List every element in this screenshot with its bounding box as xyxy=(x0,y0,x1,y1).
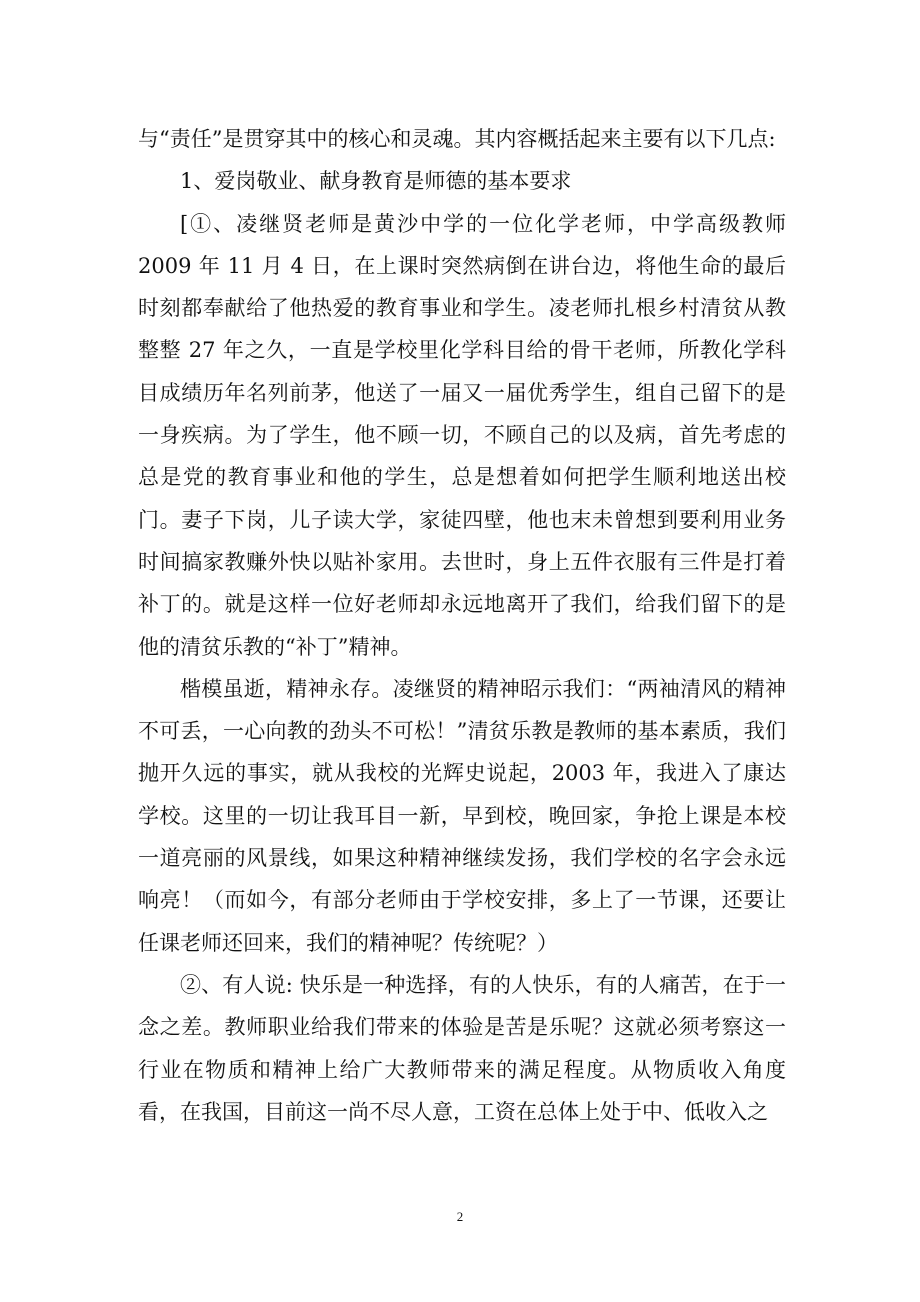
page-number: 2 xyxy=(456,1209,464,1224)
document-body xyxy=(138,118,786,1133)
paragraph-role-model: 楷模虽逝，精神永存。凌继贤的精神昭示我们：“两袖清风的精神不可丢，一心向教的劲头不可松！”清贫乐教是教师的基本素质，我们抛开久远的事实，就从我校的光辉史说起，2003 年，我进入了康达学校。这里的一切让我耳目一新，早到校，晚回家，争抢上课是本校一道亮丽的风景线，如果这种精神继续发扬，我们学校的名字会永远响亮！（而如今，有部分老师由于学校安排，多上了一节课，还要让任课老师还回来，我们的精神呢？传统呢？） xyxy=(138,676,786,955)
paragraph-happiness: ②、有人说: 快乐是一种选择，有的人快乐，有的人痛苦，在于一念之差。教师职业给我们带来的体验是苦是乐呢？这就必须考察这一行业在物质和精神上给广大教师带来的满足程度。从物质收入角度看，在我国，目前这一尚不尽人意，工资在总体上处于中、低收入之 xyxy=(138,972,786,1124)
paragraph-continuation: 与“责任”是贯穿其中的核心和灵魂。其内容概括起来主要有以下几点: xyxy=(138,127,776,151)
section-heading: 1、爱岗敬业、献身教育是师德的基本要求 xyxy=(180,169,572,194)
paragraph-ling-jixian: [①、凌继贤老师是黄沙中学的一位化学老师，中学高级教师 2009 年 11 月 4 日，在上课时突然病倒在讲台边，将他生命的最后时刻都奉献给了他热爱的教育事业和学生。凌老师扎根乡村清贫从教整整 27 年之久，一直是学校里化学科目给的骨干老师，所教化学科目成绩历年名列前茅，他送了一届又一届优秀学生，组自己留下的是一身疾病。为了学生，他不顾一切，不顾自己的以及病，首先考虑的总是党的教育事业和他的学生，总是想着如何把学生顺利地送出校门。妻子下岗，儿子读大学，家徒四壁，他也末未曾想到要利用业务时间搞家教赚外快以贴补家用。去世时，身上五件衣服有三件是打着补丁的。就是这样一位好老师却永远地离开了我们，给我们留下的是他的清贫乐教的“补丁”精神。 xyxy=(138,211,786,659)
